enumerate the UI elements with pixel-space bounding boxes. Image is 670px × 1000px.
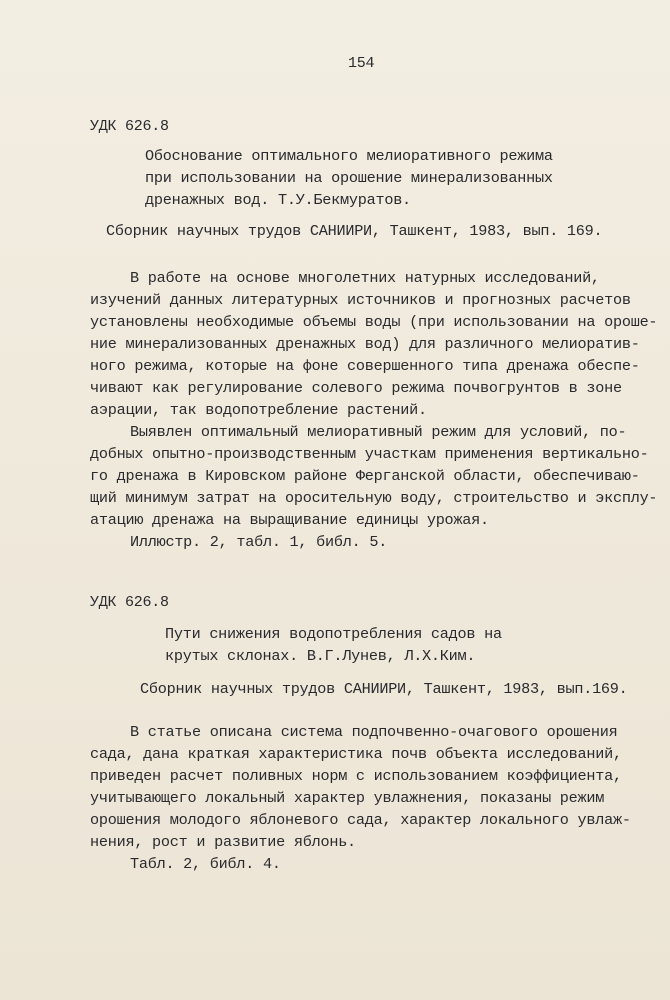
- abstract-line: добных опытно-производственным участкам применения вертикально-: [90, 445, 649, 463]
- abstract-line: Выявлен оптимальный мелиоративный режим для условий, по-: [130, 423, 627, 441]
- entry-title-line: дренажных вод. Т.У.Бекмуратов.: [145, 191, 411, 209]
- udk-code: УДК 626.8: [90, 118, 169, 135]
- entry-title-line: крутых склонах. В.Г.Лунев, Л.Х.Ким.: [165, 647, 476, 665]
- abstract-line: В статье описана система подпочвенно-очагового орошения: [130, 723, 618, 741]
- entry-source: Сборник научных трудов САНИИРИ, Ташкент, 1983, вып. 169.: [106, 222, 603, 240]
- abstract-line: орошения молодого яблоневого сада, характер локального увлаж-: [90, 811, 631, 829]
- abstract-line: щий минимум затрат на оросительную воду, строительство и эксплу-: [90, 489, 658, 507]
- abstract-line: атацию дренажа на выращивание единицы урожая.: [90, 511, 489, 529]
- abstract-line: нения, рост и развитие яблонь.: [90, 833, 356, 851]
- entry-title-line: Обоснование оптимального мелиоративного режима: [145, 147, 553, 165]
- abstract-bibliography: Иллюстр. 2, табл. 1, библ. 5.: [130, 533, 388, 551]
- entry-title-line: при использовании на орошение минерализованных: [145, 169, 553, 187]
- abstract-line: ного режима, которые на фоне совершенного типа дренажа обеспе-: [90, 357, 640, 375]
- page-number: 154: [348, 55, 375, 72]
- entry-source: Сборник научных трудов САНИИРИ, Ташкент, 1983, вып.169.: [140, 680, 628, 698]
- abstract-line: учитывающего локальный характер увлажнения, показаны режим: [90, 789, 605, 807]
- abstract-line: изучений данных литературных источников и прогнозных расчетов: [90, 291, 631, 309]
- udk-code: УДК 626.8: [90, 594, 169, 611]
- abstract-line: В работе на основе многолетних натурных исследований,: [130, 269, 600, 287]
- abstract-line: ние минерализованных дренажных вод) для различного мелиоратив-: [90, 335, 640, 353]
- abstract-line: аэрации, так водопотребление растений.: [90, 401, 427, 419]
- abstract-line: установлены необходимые объемы воды (при использовании на ороше-: [90, 313, 658, 331]
- abstract-line: чивают как регулирование солевого режима почвогрунтов в зоне: [90, 379, 622, 397]
- abstract-line: го дренажа в Кировском районе Ферганской области, обеспечиваю-: [90, 467, 640, 485]
- abstract-line: приведен расчет поливных норм с использованием коэффициента,: [90, 767, 622, 785]
- entry-title-line: Пути снижения водопотребления садов на: [165, 625, 502, 643]
- abstract-bibliography: Табл. 2, библ. 4.: [130, 855, 281, 873]
- abstract-line: сада, дана краткая характеристика почв объекта исследований,: [90, 745, 622, 763]
